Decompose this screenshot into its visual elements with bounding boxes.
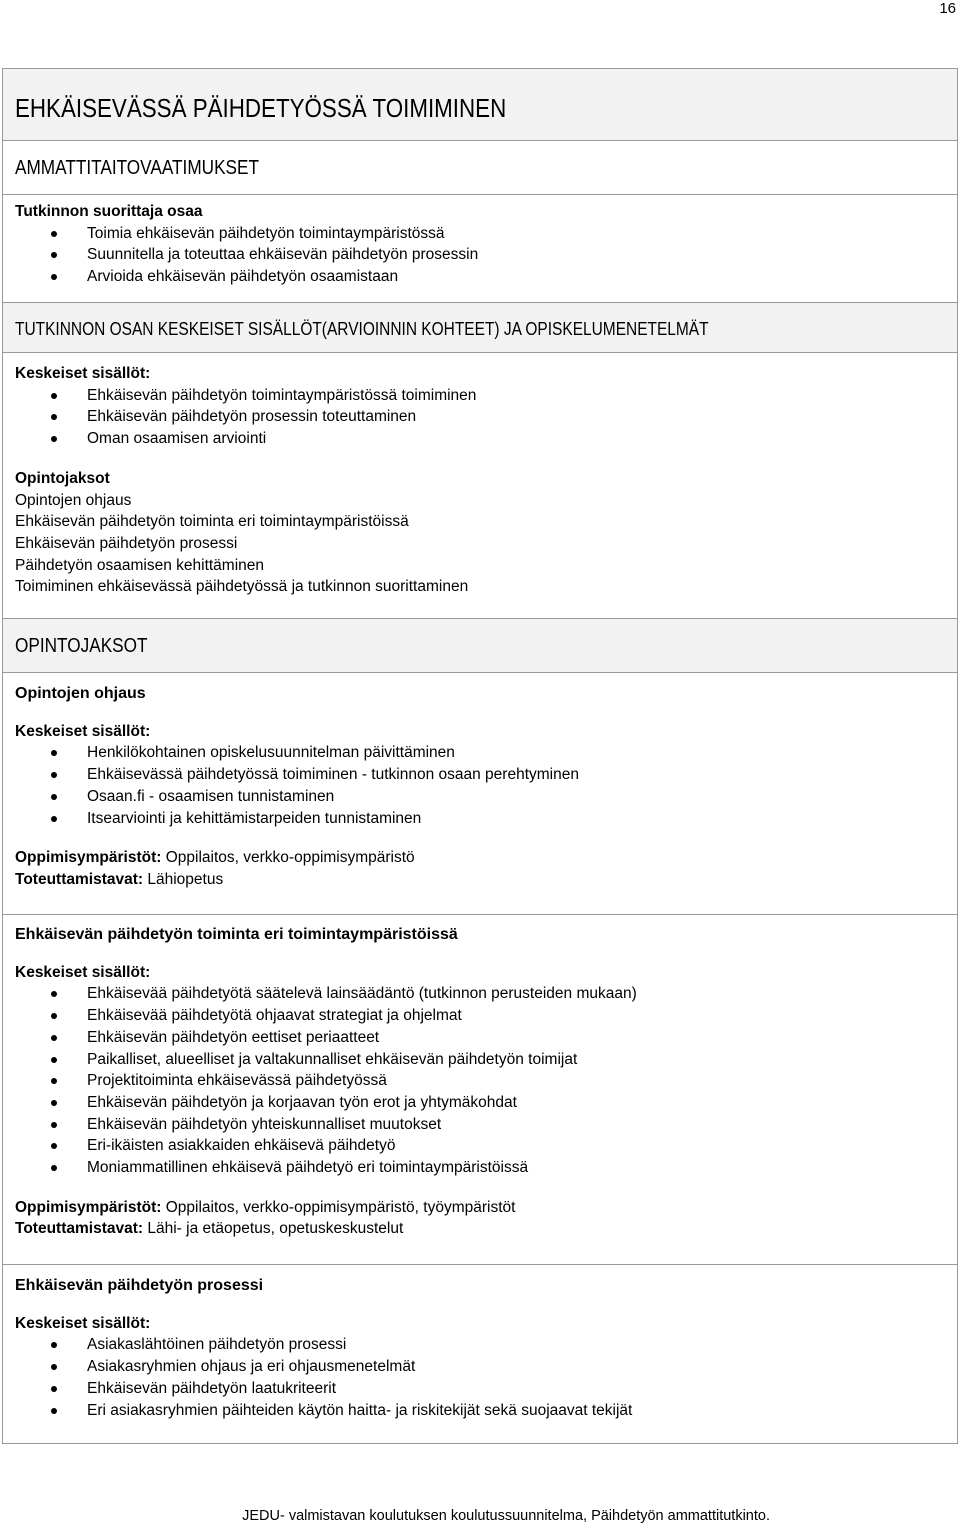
- list-item: Ehkäisevän päihdetyön ja korjaavan työn erot ja yhtymäkohdat: [15, 1092, 957, 1114]
- learning-environment: [15, 1197, 957, 1219]
- core-contents-label: Keskeiset sisällöt:: [15, 365, 151, 382]
- list-item: Ehkäisevässä päihdetyössä toimiminen - tutkinnon osaan perehtyminen: [15, 764, 957, 786]
- requirements-intro: Tutkinnon suorittaja osaa: [15, 203, 203, 220]
- env-label: Oppimisympäristöt:: [15, 849, 162, 867]
- list-item: Arvioida ehkäisevän päihdetyön osaamistaan: [15, 266, 957, 288]
- list-item: Ehkäisevän päihdetyön yhteiskunnalliset muutokset: [15, 1114, 957, 1136]
- module-title: Ehkäisevän päihdetyön toiminta eri toimintaympäristöissä: [15, 926, 458, 943]
- module-3-list: [15, 1334, 957, 1421]
- list-item: Toimia ehkäisevän päihdetyön toimintaympäristössä: [15, 223, 957, 245]
- core-heading: TUTKINNON OSAN KESKEISET SISÄLLÖT(ARVIOINNIN KOHTEET) JA OPISKELUMENETELMÄT: [15, 319, 709, 339]
- document-table: [2, 68, 958, 1444]
- list-item: Paikalliset, alueelliset ja valtakunnalliset ehkäisevän päihdetyön toimijat: [15, 1049, 957, 1071]
- module-1-list: [15, 742, 957, 829]
- requirements-list: [15, 223, 957, 288]
- learning-environment: [15, 847, 957, 869]
- list-item: Suunnitella ja toteuttaa ehkäisevän päihdetyön prosessin: [15, 244, 957, 266]
- module-2: [3, 915, 957, 1265]
- list-item: Ehkäisevän päihdetyön laatukriteerit: [15, 1378, 957, 1400]
- core-body: [3, 353, 957, 619]
- list-item: Ehkäisevän päihdetyön eettiset periaatteet: [15, 1027, 957, 1049]
- title-row: [3, 69, 957, 141]
- list-item: Ehkäisevän päihdetyön toimintaympäristössä toimiminen: [15, 385, 957, 407]
- module-title: Ehkäisevän päihdetyön prosessi: [15, 1277, 264, 1294]
- env-value: Oppilaitos, verkko-oppimisympäristö, työympäristöt: [161, 1198, 516, 1216]
- list-item: Asiakasryhmien ohjaus ja eri ohjausmenetelmät: [15, 1356, 957, 1378]
- page-number: 16: [939, 0, 956, 17]
- requirements-heading: AMMATTITAITOVAATIMUKSET: [15, 157, 259, 179]
- modules-heading: OPINTOJAKSOT: [15, 635, 148, 657]
- env-value: Oppilaitos, verkko-oppimisympäristö: [161, 849, 415, 867]
- module-title: Opintojen ohjaus: [15, 685, 146, 702]
- list-item: Ehkäisevää päihdetyötä ohjaavat strategiat ja ohjelmat: [15, 1005, 957, 1027]
- module-item: Ehkäisevän päihdetyön toiminta eri toimintaympäristöissä: [15, 513, 409, 531]
- implementation-method: [15, 1218, 957, 1240]
- method-value: Lähiopetus: [143, 870, 224, 888]
- list-item: Moniammatillinen ehkäisevä päihdetyö eri toimintaympäristöissä: [15, 1157, 957, 1179]
- env-label: Oppimisympäristöt:: [15, 1198, 162, 1216]
- list-item: Projektitoiminta ehkäisevässä päihdetyössä: [15, 1070, 957, 1092]
- list-item: Ehkäisevää päihdetyötä säätelevä lainsäädäntö (tutkinnon perusteiden mukaan): [15, 983, 957, 1005]
- method-label: Toteuttamistavat:: [15, 1220, 144, 1238]
- module-3: [3, 1265, 957, 1443]
- module-item: Ehkäisevän päihdetyön prosessi: [15, 534, 238, 552]
- requirements-body: [3, 195, 957, 303]
- core-contents-list: [15, 385, 957, 450]
- page-footer: JEDU- valmistavan koulutuksen koulutussuunnitelma, Päihdetyön ammattitutkinto.: [242, 1508, 770, 1524]
- list-item: Henkilökohtainen opiskelusuunnitelman päivittäminen: [15, 742, 957, 764]
- page-title: EHKÄISEVÄSSÄ PÄIHDETYÖSSÄ TOIMIMINEN: [15, 93, 507, 123]
- module-1: [3, 673, 957, 915]
- list-item: Asiakaslähtöinen päihdetyön prosessi: [15, 1334, 957, 1356]
- modules-heading-row: [3, 619, 957, 673]
- list-item: Oman osaamisen arviointi: [15, 428, 957, 450]
- modules-label: Opintojaksot: [15, 469, 110, 487]
- method-value: Lähi- ja etäopetus, opetuskeskustelut: [143, 1220, 404, 1238]
- contents-label: Keskeiset sisällöt:: [15, 963, 151, 981]
- list-item: Eri-ikäisten asiakkaiden ehkäisevä päihdetyö: [15, 1135, 957, 1157]
- module-item: Opintojen ohjaus: [15, 491, 132, 509]
- module-item: Toimiminen ehkäisevässä päihdetyössä ja tutkinnon suorittaminen: [15, 578, 469, 596]
- list-item: Itsearviointi ja kehittämistarpeiden tunnistaminen: [15, 808, 957, 830]
- contents-label: Keskeiset sisällöt:: [15, 722, 151, 740]
- implementation-method: [15, 869, 957, 891]
- requirements-heading-row: [3, 141, 957, 195]
- core-heading-row: [3, 303, 957, 353]
- list-item: Ehkäisevän päihdetyön prosessin toteuttaminen: [15, 406, 957, 428]
- module-2-list: [15, 983, 957, 1178]
- module-item: Päihdetyön osaamisen kehittäminen: [15, 556, 265, 574]
- list-item: Eri asiakasryhmien päihteiden käytön haitta- ja riskitekijät sekä suojaavat tekijät: [15, 1400, 957, 1422]
- contents-label: Keskeiset sisällöt:: [15, 1314, 151, 1332]
- list-item: Osaan.fi - osaamisen tunnistaminen: [15, 786, 957, 808]
- method-label: Toteuttamistavat:: [15, 870, 144, 888]
